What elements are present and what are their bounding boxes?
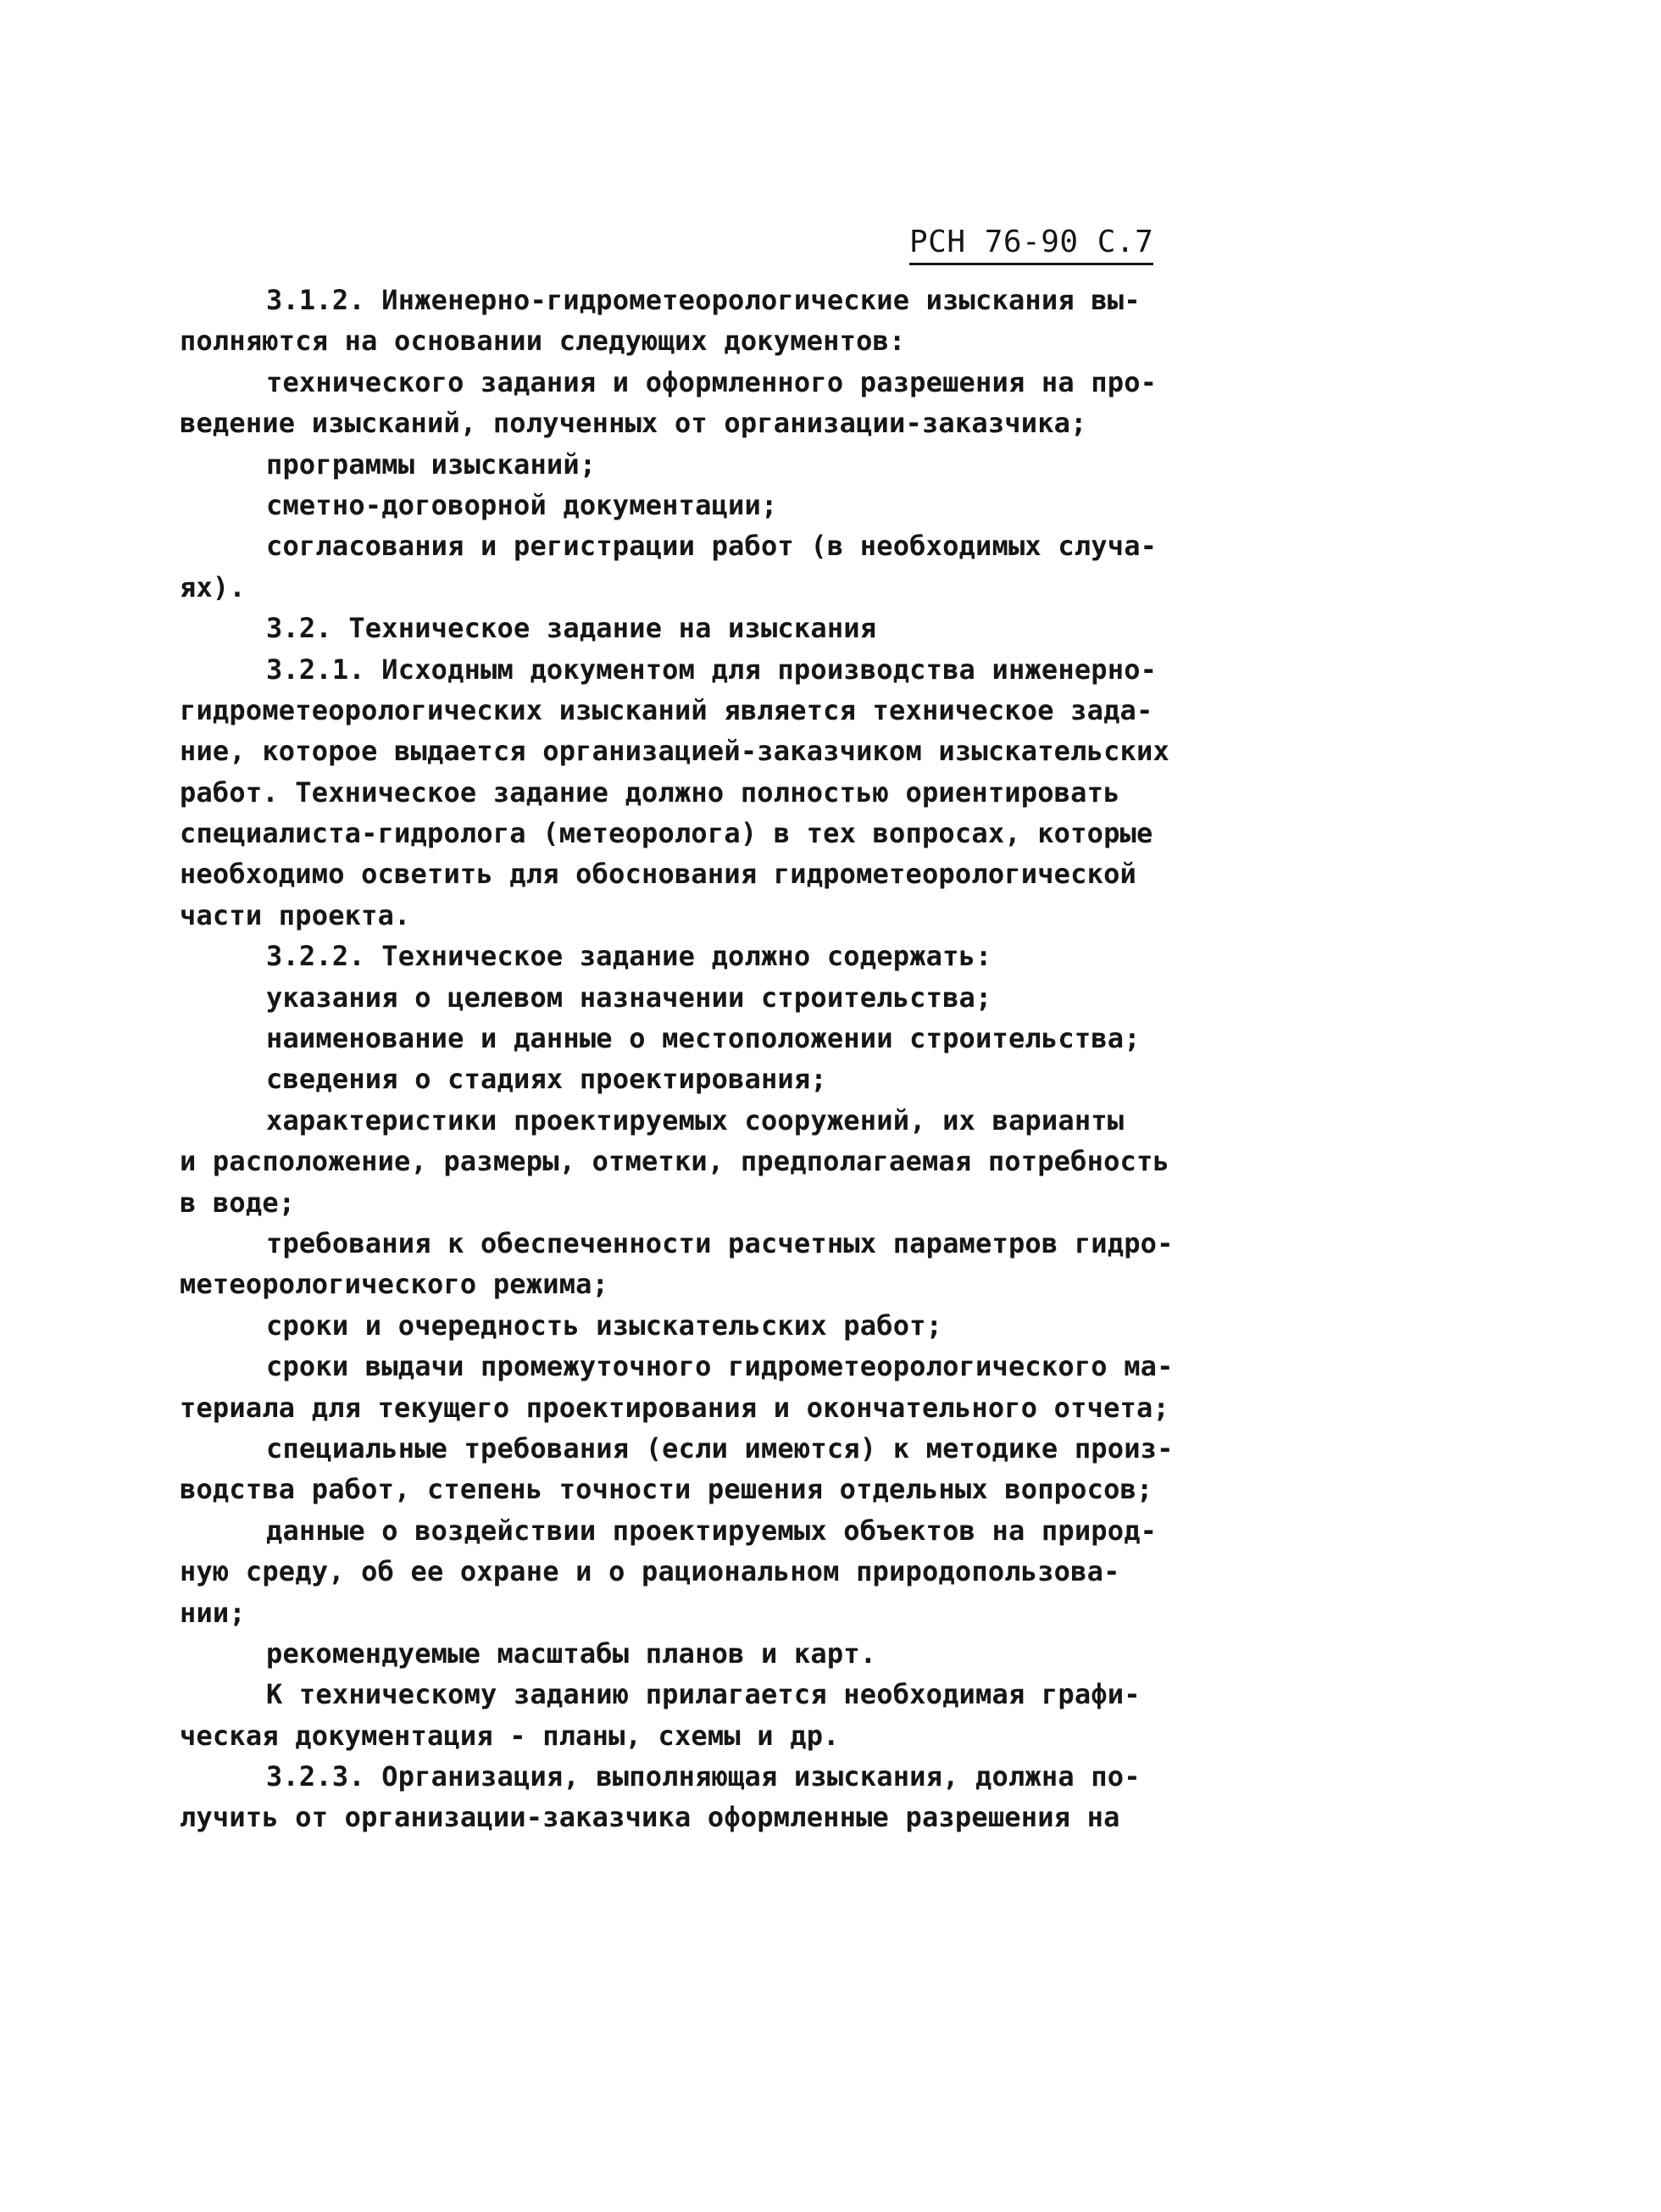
text-line: необходимо осветить для обоснования гидрометеорологической	[180, 858, 1137, 891]
text-line: водства работ, степень точности решения отдельных вопросов;	[180, 1473, 1153, 1506]
text-line: полняются на основании следующих документов:	[180, 325, 906, 358]
text-line: наименование и данные о местоположении строительства;	[266, 1022, 1141, 1055]
text-line: 3.2.1. Исходным документом для производства инженерно-	[266, 653, 1158, 686]
text-line: специалиста-гидролога (метеоролога) в тех вопросах, которые	[180, 817, 1153, 850]
text-line: специальные требования (если имеются) к методике произ-	[266, 1431, 1174, 1464]
text-line: данные о воздействии проектируемых объектов на природ-	[266, 1514, 1158, 1547]
text-line: териала для текущего проектирования и окончательного отчета;	[180, 1391, 1169, 1424]
text-line: нии;	[180, 1596, 246, 1629]
text-line: ную среду, об ее охране и о рациональном природопользова-	[180, 1555, 1120, 1588]
text-line: согласования и регистрации работ (в необходимых случа-	[266, 530, 1158, 563]
text-line: ведение изысканий, полученных от организации-заказчика;	[180, 407, 1087, 440]
text-line: лучить от организации-заказчика оформленные разрешения на	[180, 1801, 1120, 1834]
text-line: 3.2. Техническое задание на изыскания	[266, 612, 877, 645]
text-line: сведения о стадиях проектирования;	[266, 1063, 827, 1096]
text-line: 3.2.2. Техническое задание должно содержать:	[266, 940, 992, 973]
text-line: гидрометеорологических изысканий является техническое зада-	[180, 693, 1153, 726]
text-line: 3.2.3. Организация, выполняющая изыскания, должна по-	[266, 1760, 1141, 1793]
text-line: части проекта.	[180, 898, 411, 931]
text-line: требования к обеспеченности расчетных параметров гидро-	[266, 1226, 1174, 1259]
text-line: метеорологического режима;	[180, 1268, 609, 1301]
text-line: ческая документация - планы, схемы и др.	[180, 1719, 840, 1752]
text-line: характеристики проектируемых сооружений, их варианты	[266, 1103, 1125, 1137]
text-line: программы изысканий;	[266, 447, 597, 481]
text-line: сметно-договорной документации;	[266, 488, 778, 521]
document-body	[180, 280, 1264, 1838]
text-line: указания о целевом назначении строительства;	[266, 981, 992, 1014]
text-line: и расположение, размеры, отметки, предполагаемая потребность	[180, 1145, 1169, 1178]
page-header-code: РСН 76-90 С.7	[909, 222, 1153, 265]
text-line: К техническому заданию прилагается необходимая графи-	[266, 1678, 1141, 1711]
text-line: сроки выдачи промежуточного гидрометеорологического ма-	[266, 1350, 1174, 1383]
text-line: технического задания и оформленного разрешения на про-	[266, 365, 1158, 398]
text-line: сроки и очередность изыскательских работ;	[266, 1309, 943, 1342]
text-line: работ. Техническое задание должно полностью ориентировать	[180, 775, 1120, 809]
text-line: рекомендуемые масштабы планов и карт.	[266, 1637, 877, 1670]
text-line: 3.1.2. Инженерно-гидрометеорологические изыскания вы-	[266, 284, 1141, 316]
text-line: ние, которое выдается организацией-заказчиком изыскательских	[180, 735, 1169, 768]
text-line: в воде;	[180, 1186, 296, 1219]
text-line: ях).	[180, 570, 246, 603]
